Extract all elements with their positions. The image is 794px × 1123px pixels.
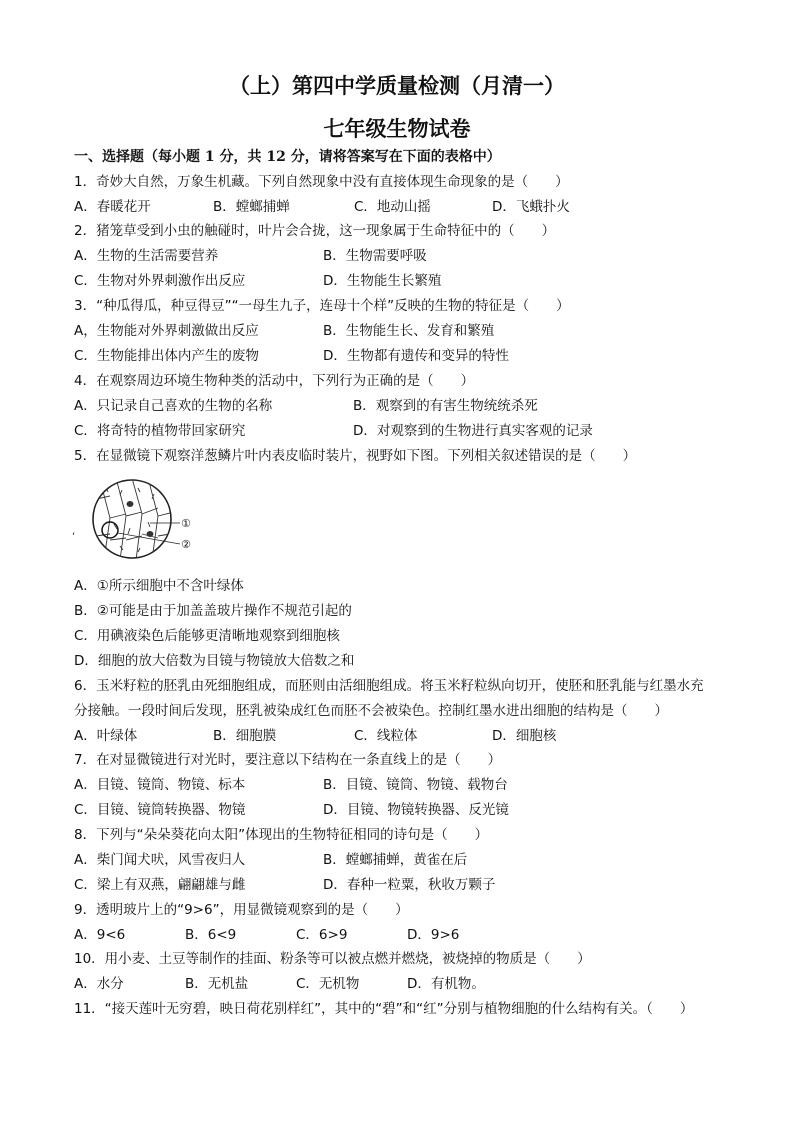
question-7-option-b: B．目镜、镜筒、物镜、载物台 [323,777,508,793]
question-9-option-b: B．6<9 [185,927,237,943]
question-5-option-c: C．用碘液染色后能够更清晰地观察到细胞核 [74,628,340,644]
question-11-stem: 11．“接天莲叶无穷碧，映日荷花别样红”，其中的“碧”和“红”分别与植物细胞的什么结构有关。（ ） [74,1001,694,1017]
question-8-option-a: A．柴门闻犬吠，风雪夜归人 [74,852,246,868]
page-subtitle: 七年级生物试卷 [323,116,471,141]
figure-label-1: ① [181,517,191,530]
question-10-option-d: D．有机物。 [407,976,485,992]
question-5-stem: 5．在显微镜下观察洋葱鳞片叶内表皮临时装片，视野如下图。下列相关叙述错误的是（ ） [74,448,637,464]
question-3-option-d: D．生物都有遗传和变异的特性 [323,348,509,364]
question-6-option-b: B．细胞膜 [213,728,277,744]
question-9-option-d: D．9>6 [407,927,460,943]
question-10-option-a: A．水分 [74,976,124,992]
question-4-option-a: A．只记录自己喜欢的生物的名称 [74,398,273,414]
question-6-option-c: C．线粒体 [354,728,418,744]
question-6-option-a: A．叶绿体 [74,728,138,744]
question-2-option-c: C．生物对外界刺激作出反应 [74,273,246,289]
question-2-option-a: A．生物的生活需要营养 [74,248,219,264]
question-8-option-c: C．梁上有双燕，翩翩雄与雌 [74,877,246,893]
figure-label-2: ② [181,538,191,551]
question-5-option-a: A．①所示细胞中不含叶绿体 [74,578,244,594]
question-9-option-c: C．6>9 [296,927,348,943]
question-1-option-a: A．春暖花开 [74,199,151,215]
question-8-option-d: D．春种一粒粟，秋收万颗子 [323,877,496,893]
question-7-option-c: C．目镜、镜筒转换器、物镜 [74,802,246,818]
question-8-stem: 8．下列与“朵朵葵花向太阳”体现出的生物特征相同的诗句是（ ） [74,827,489,843]
question-8-option-b: B．螳螂捕蝉，黄雀在后 [323,852,468,868]
question-6-stem-line-1: 6．玉米籽粒的胚乳由死细胞组成，而胚则由活细胞组成。将玉米籽粒纵向切开，使胚和胚乳能与红墨水充 [74,678,704,694]
question-3-option-b: B．生物能生长、发育和繁殖 [323,323,495,339]
question-5-option-d: D．细胞的放大倍数为目镜与物镜放大倍数之和 [74,653,355,669]
question-2-stem: 2．猪笼草受到小虫的触碰时，叶片会合拢，这一现象属于生命特征中的（ ） [74,223,556,239]
page-title: （上）第四中学质量检测（月清一） [229,73,565,98]
question-10-option-c: C．无机物 [296,976,360,992]
question-4-option-d: D．对观察到的生物进行真实客观的记录 [353,423,593,439]
question-7-stem: 7．在对显微镜进行对光时，要注意以下结构在一条直线上的是（ ） [74,752,502,768]
question-5-option-b: B．②可能是由于加盖盖玻片操作不规范引起的 [74,603,352,619]
question-1-option-c: C．地动山摇 [354,199,431,215]
section-heading: 一、选择题（每小题 1 分，共 12 分，请将答案写在下面的表格中） [74,149,501,165]
question-3-option-c: C．生物能排出体内产生的废物 [74,348,259,364]
question-9-stem: 9．透明玻片上的“9>6”，用显微镜观察到的是（ ） [74,902,409,918]
question-2-option-b: B．生物需要呼吸 [323,248,427,264]
question-10-option-b: B．无机盐 [185,976,249,992]
microscope-view-figure [70,478,200,560]
svg-text:,: , [72,526,76,537]
question-3-stem: 3．“种瓜得瓜，种豆得豆”“一母生九子，连母十个样”反映的生物的特征是（ ） [74,298,570,314]
question-1-option-b: B．螳螂捕蝉 [213,199,290,215]
question-7-option-d: D．目镜、物镜转换器、反光镜 [323,802,509,818]
question-9-option-a: A．9<6 [74,927,126,943]
question-4-option-b: B．观察到的有害生物统统杀死 [353,398,538,414]
question-1-option-d: D．飞蛾扑火 [492,199,570,215]
question-6-stem-line-2: 分接触。一段时间后发现，胚乳被染成红色而胚不会被染色。控制红墨水进出细胞的结构是（ ） [74,703,668,719]
question-1-stem: 1．奇妙大自然，万象生机藏。下列自然现象中没有直接体现生命现象的是（ ） [74,174,569,190]
question-6-option-d: D．细胞核 [492,728,557,744]
question-7-option-a: A．目镜、镜筒、物镜、标本 [74,777,246,793]
question-2-option-d: D．生物能生长繁殖 [323,273,442,289]
question-4-stem: 4．在观察周边环境生物种类的活动中，下列行为正确的是（ ） [74,373,475,389]
question-10-stem: 10．用小麦、土豆等制作的挂面、粉条等可以被点燃并燃烧，被烧掉的物质是（ ） [74,951,591,967]
field-of-view-circle [93,480,171,558]
question-4-option-c: C．将奇特的植物带回家研究 [74,423,246,439]
question-3-option-a: A，生物能对外界刺激做出反应 [74,323,259,339]
